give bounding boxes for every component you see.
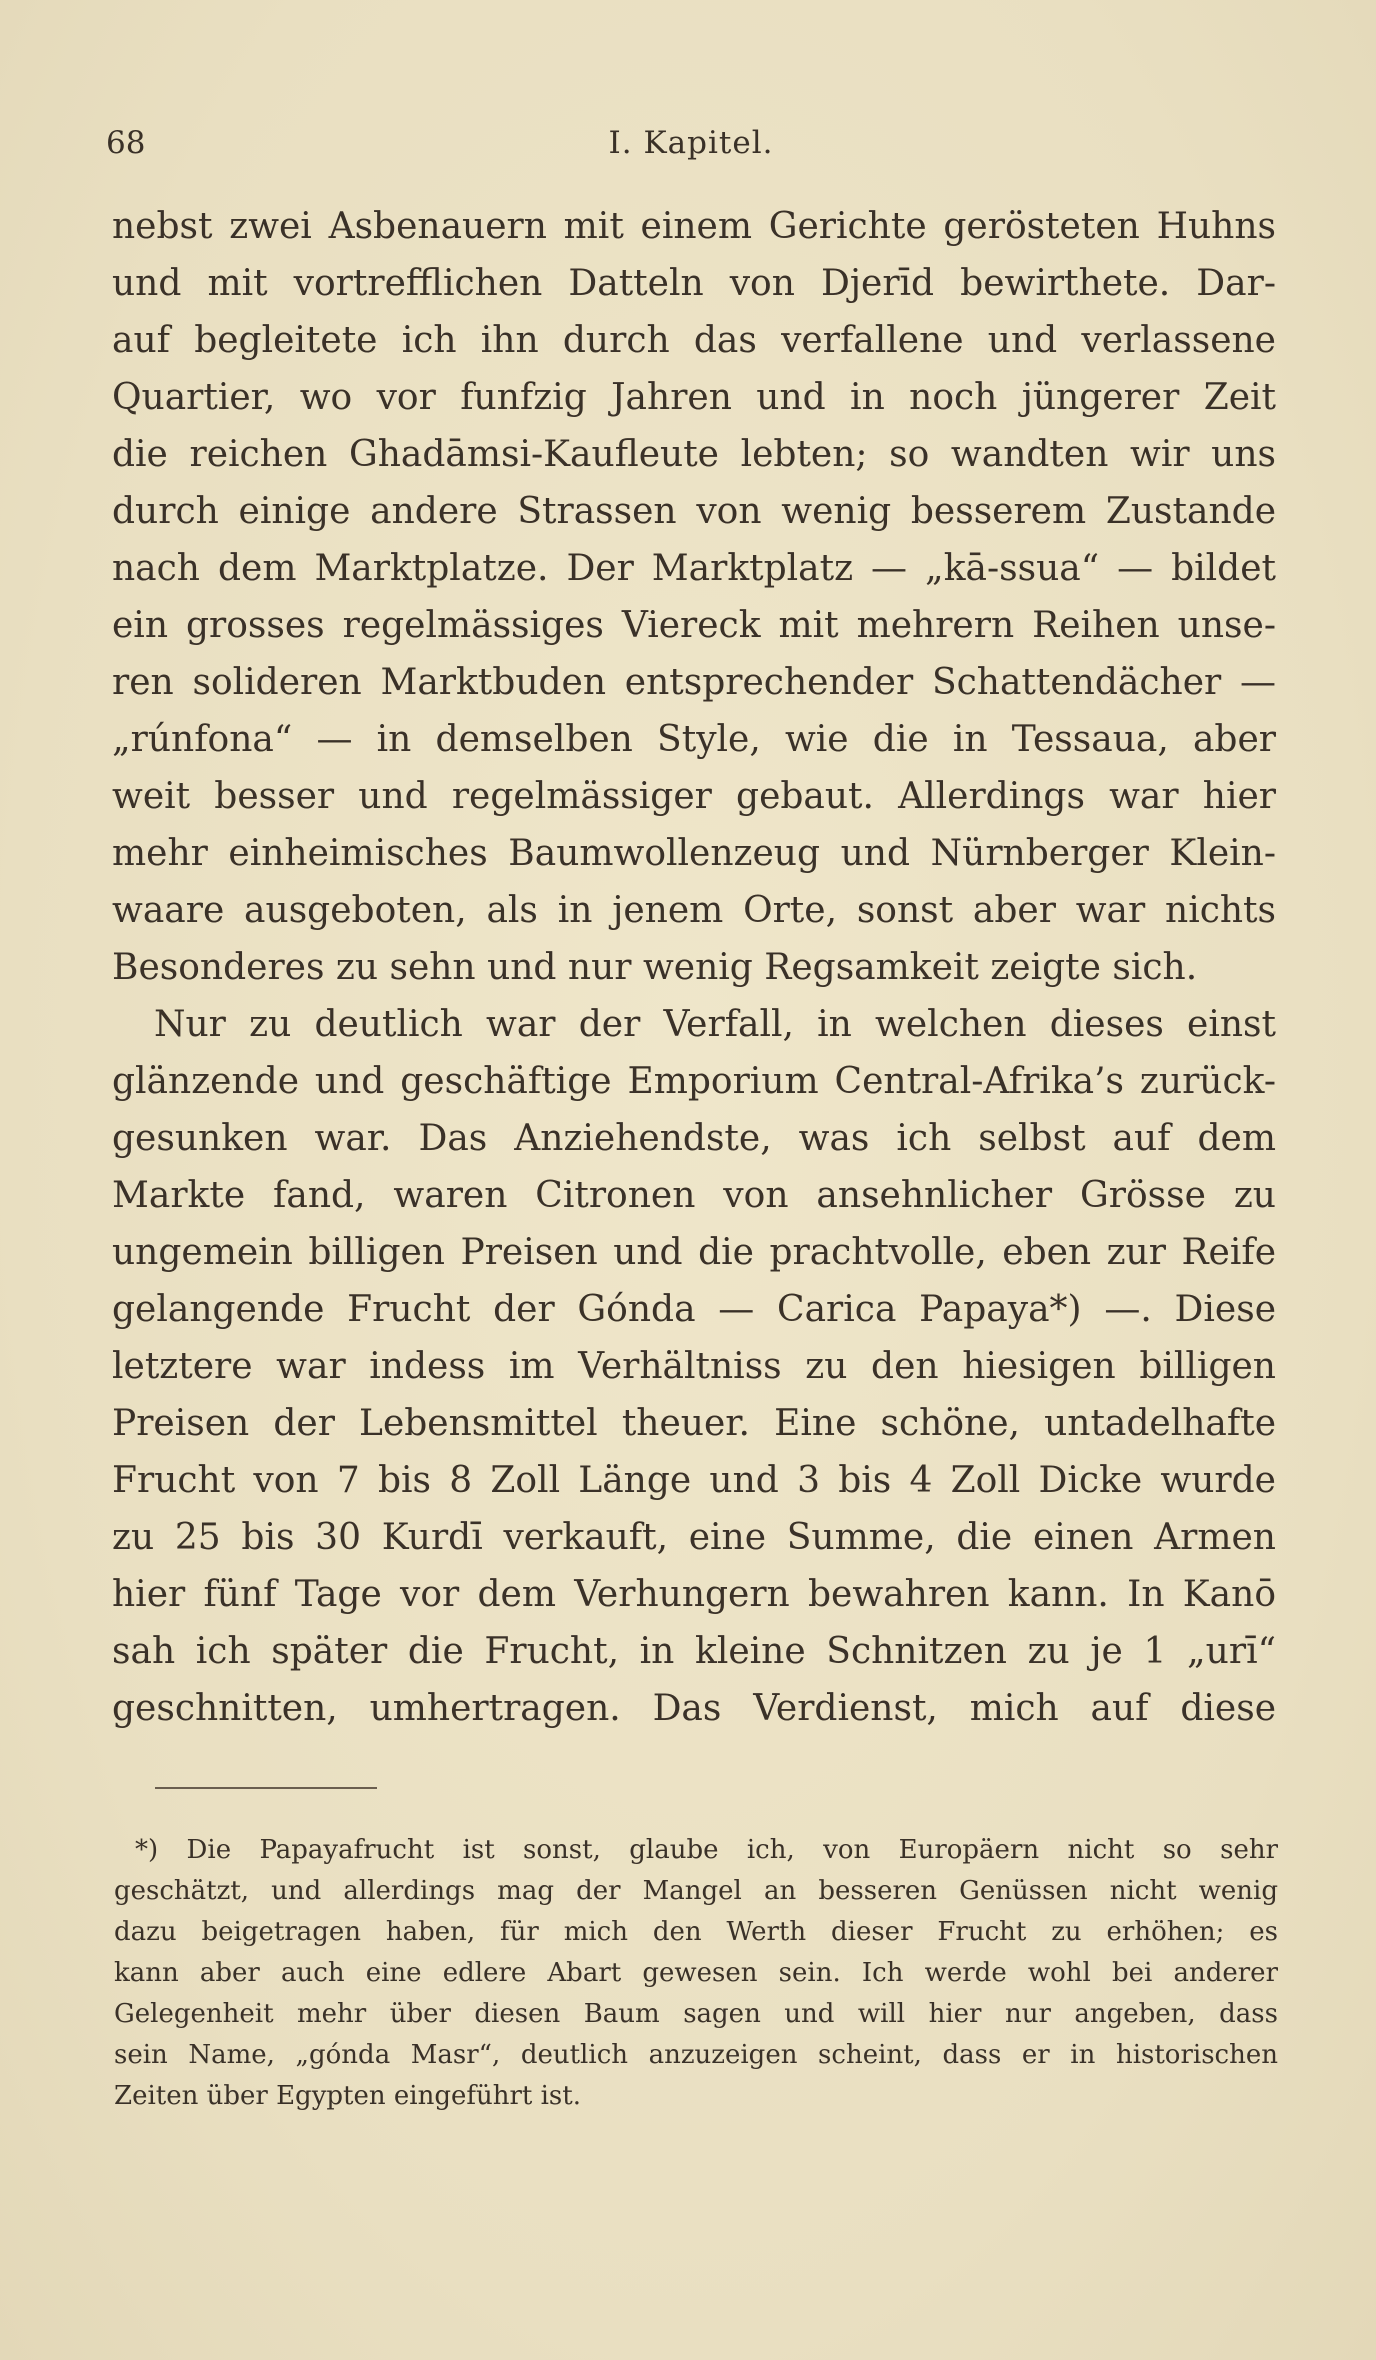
text-line: Frucht von 7 bis 8 Zoll Länge und 3 bis 4 Zoll Dicke wurde — [112, 1460, 1276, 1501]
page-header — [106, 118, 1276, 168]
text-line: „rúnfona“ — in demselben Style, wie die in Tessaua, aber — [112, 719, 1276, 760]
text-line: ein grosses regelmässiges Viereck mit mehrern Reihen unse- — [112, 605, 1276, 646]
text-line: waare ausgeboten, als in jenem Orte, sonst aber war nichts — [112, 890, 1276, 931]
footnote-line: kann aber auch eine edlere Abart gewesen sein. Ich werde wohl bei anderer — [114, 1958, 1278, 1988]
paragraph-start-line: Nur zu deutlich war der Verfall, in welchen dieses einst — [154, 1004, 1276, 1045]
text-line: zu 25 bis 30 Kurdī verkauft, eine Summe, die einen Armen — [112, 1517, 1276, 1558]
text-line: nebst zwei Asbenauern mit einem Gerichte gerösteten Huhns — [112, 206, 1276, 247]
text-line: ungemein billigen Preisen und die prachtvolle, eben zur Reife — [112, 1232, 1276, 1273]
footnote-line: *) Die Papayafrucht ist sonst, glaube ich, von Europäern nicht so sehr — [135, 1835, 1278, 1865]
text-line: glänzende und geschäftige Emporium Central-Afrika’s zurück- — [112, 1061, 1276, 1102]
text-line: Quartier, wo vor funfzig Jahren und in noch jüngerer Zeit — [112, 377, 1276, 418]
text-line: geschnitten, umhertragen. Das Verdienst, mich auf diese — [112, 1688, 1276, 1729]
text-line: letztere war indess im Verhältniss zu den hiesigen billigen — [112, 1346, 1276, 1387]
footnote-line: sein Name, „gónda Masr“, deutlich anzuzeigen scheint, dass er in historischen — [114, 2040, 1278, 2070]
text-line: auf begleitete ich ihn durch das verfallene und verlassene — [112, 320, 1276, 361]
footnote — [114, 1830, 1278, 2117]
text-line: durch einige andere Strassen von wenig besserem Zustande — [112, 491, 1276, 532]
text-line: mehr einheimisches Baumwollenzeug und Nürnberger Klein- — [112, 833, 1276, 874]
text-line: gesunken war. Das Anziehendste, was ich selbst auf dem — [112, 1118, 1276, 1159]
text-line: die reichen Ghadāmsi-Kaufleute lebten; so wandten wir uns — [112, 434, 1276, 475]
running-head: I. Kapitel. — [608, 125, 774, 161]
text-line: ren solideren Marktbuden entsprechender Schattendächer — — [112, 662, 1276, 703]
text-line: Markte fand, waren Citronen von ansehnlicher Grösse zu — [112, 1175, 1276, 1216]
page-number: 68 — [106, 125, 146, 161]
text-line: hier fünf Tage vor dem Verhungern bewahren kann. In Kanō — [112, 1574, 1276, 1615]
footnote-line: Gelegenheit mehr über diesen Baum sagen und will hier nur angeben, dass — [114, 1999, 1278, 2029]
text-line: sah ich später die Frucht, in kleine Schnitzen zu je 1 „urī“ — [112, 1631, 1276, 1672]
text-line: und mit vortrefflichen Datteln von Djerīd bewirthete. Dar- — [112, 263, 1276, 304]
text-line: Besonderes zu sehn und nur wenig Regsamkeit zeigte sich. — [112, 947, 1198, 988]
text-line: gelangende Frucht der Gónda — Carica Papaya*) —. Diese — [112, 1289, 1276, 1330]
text-line: Preisen der Lebensmittel theuer. Eine schöne, untadelhafte — [112, 1403, 1276, 1444]
footnote-line: dazu beigetragen haben, für mich den Werth dieser Frucht zu erhöhen; es — [114, 1917, 1278, 1947]
footnote-line: Zeiten über Egypten eingeführt ist. — [114, 2081, 581, 2111]
text-line: nach dem Marktplatze. Der Marktplatz — „kā-ssua“ — bildet — [112, 548, 1276, 589]
footnote-divider — [155, 1787, 377, 1789]
footnote-line: geschätzt, und allerdings mag der Mangel an besseren Genüssen nicht wenig — [114, 1876, 1278, 1906]
body-text — [112, 198, 1276, 1737]
text-line: weit besser und regelmässiger gebaut. Allerdings war hier — [112, 776, 1276, 817]
